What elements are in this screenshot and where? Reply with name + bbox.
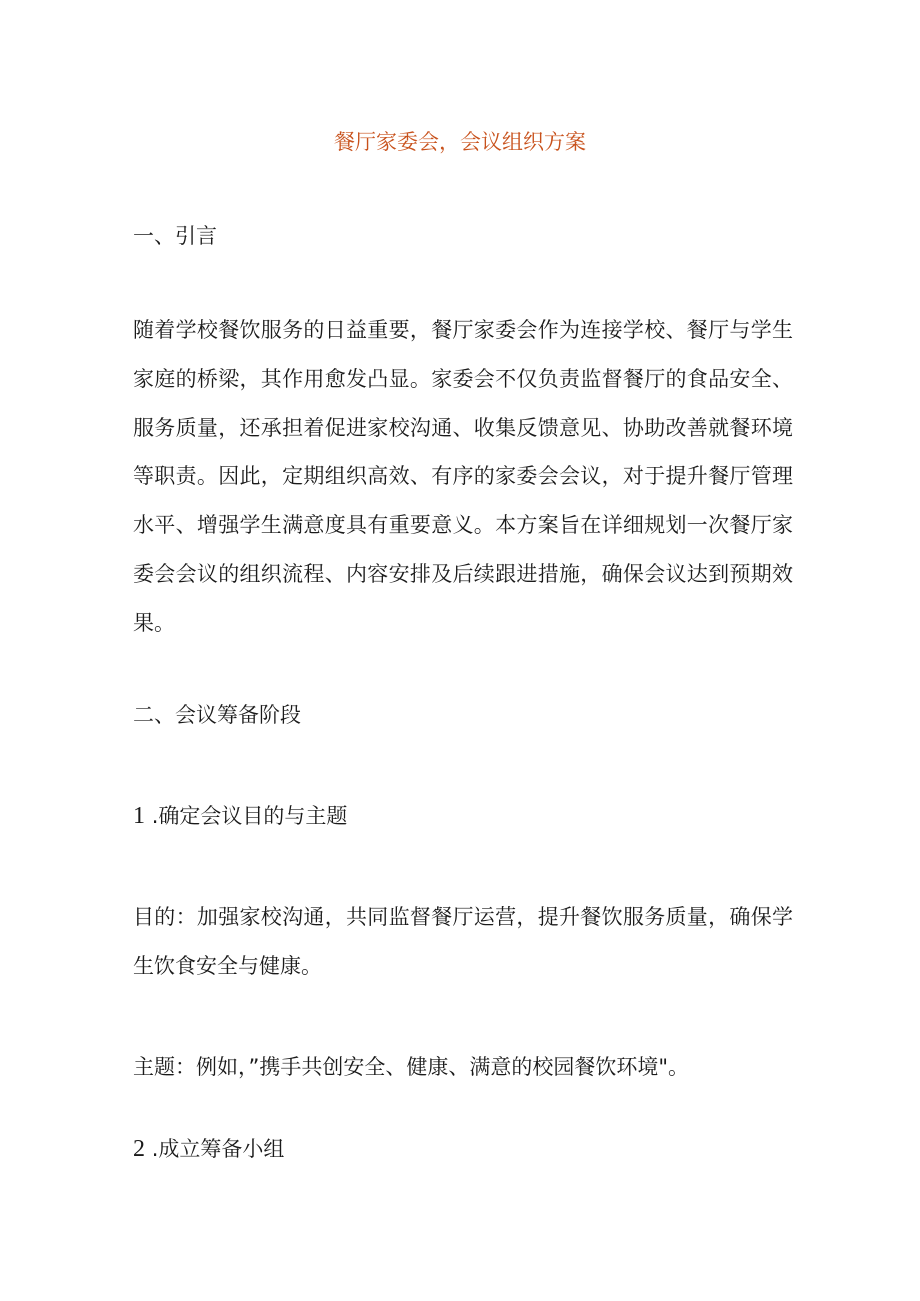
section-heading-preparation: 二、会议筹备阶段 <box>133 703 301 727</box>
subsection-heading-preparation-group <box>133 1133 793 1165</box>
subsection-title: .确定会议目的与主题 <box>151 804 348 828</box>
section-heading-introduction: 一、引言 <box>133 224 217 248</box>
purpose-paragraph: 目的：加强家校沟通，共同监督餐厅运营，提升餐饮服务质量，确保学生饮食安全与健康。 <box>133 905 793 978</box>
subsection-number: 1 <box>133 803 145 829</box>
subsection-number: 2 <box>133 1136 145 1162</box>
theme-paragraph: 主题：例如，”携手共创安全、健康、满意的校园餐饮环境"。 <box>133 1055 690 1079</box>
introduction-paragraph: 随着学校餐饮服务的日益重要，餐厅家委会作为连接学校、餐厅与学生家庭的桥梁，其作用愈发凸显。家委会不仅负责监督餐厅的食品安全、服务质量，还承担着促进家校沟通、收集反馈意见、协助改善就餐环境等职责。因此，定期组织高效、有序的家委会会议，对于提升餐厅管理水平、增强学生满意度具有重要意义。本方案旨在详细规划一次餐厅家委会会议的组织流程、内容安排及后续跟进措施，确保会议达到预期效果。 <box>133 318 793 635</box>
subsection-title: .成立筹备小组 <box>151 1137 285 1161</box>
document-title: 餐厅家委会，会议组织方案 <box>334 130 586 154</box>
subsection-heading-purpose-theme <box>133 800 793 832</box>
